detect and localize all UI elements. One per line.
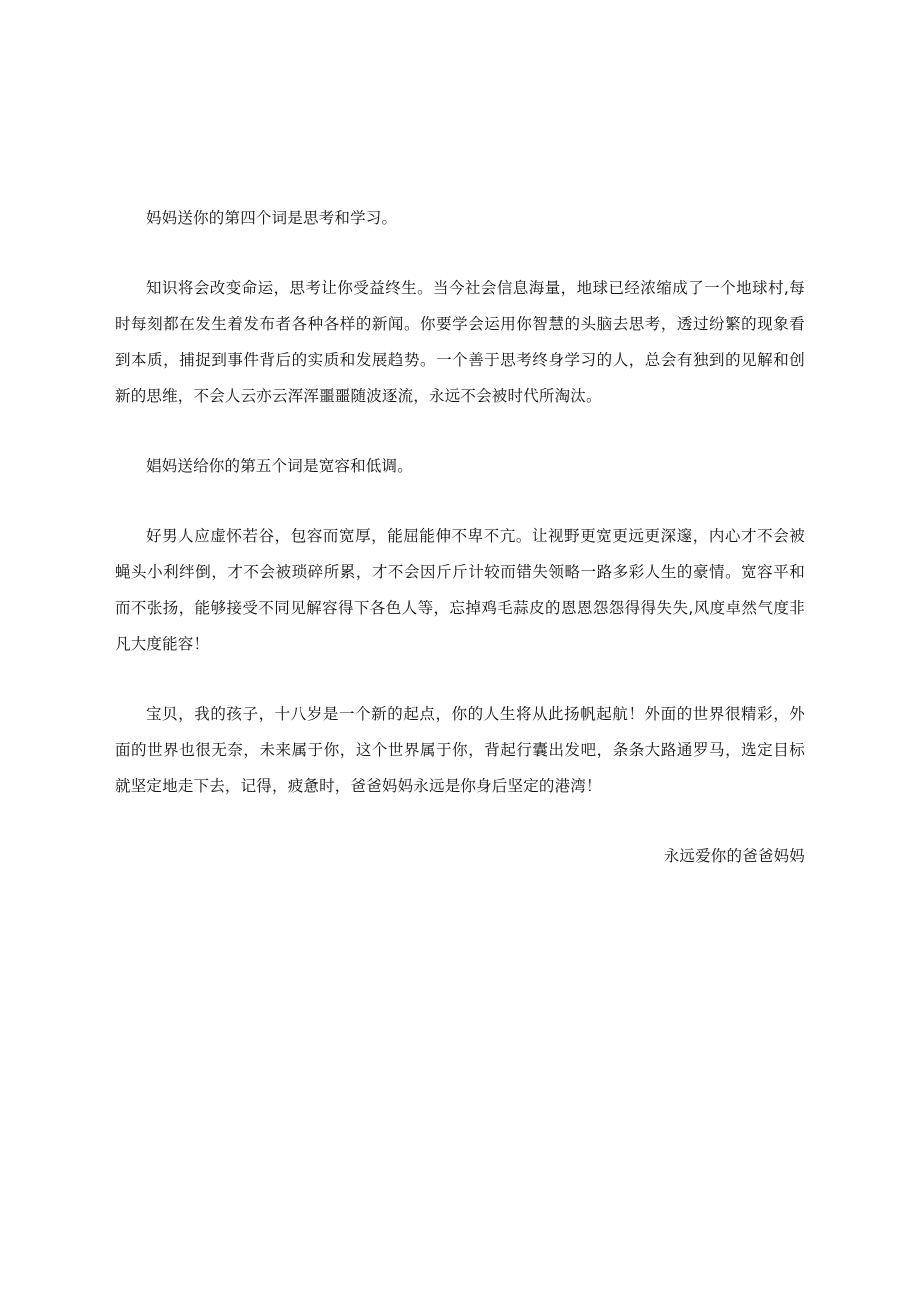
paragraph-fourth-word: 妈妈送你的第四个词是思考和学习。 <box>146 209 398 227</box>
letter-signature: 永远爱你的爸爸妈妈 <box>663 847 805 865</box>
paragraph-thinking-learning: 知识将会改变命运，思考让你受益终生。当今社会信息海量，地球已经浓缩成了一个地球村,每时每刻都在发生着发布者各种各样的新闻。你要学会运用你智慧的头脑去思考，透过纷繁的现象看到本质，捕捉到事件背后的实质和发展趋势。一个善于思考终身学习的人，总会有独到的见解和创新的思维，不会人云亦云浑浑噩噩随波逐流，永远不会被时代所淘汰。 <box>115 279 805 405</box>
paragraph-eighteen-years: 宝贝，我的孩子，十八岁是一个新的起点，你的人生将从此扬帆起航！外面的世界很精彩，外面的世界也很无奈，未来属于你，这个世界属于你，背起行囊出发吧，条条大路通罗马，选定目标就坚定地走下去，记得，疲惫时，爸爸妈妈永远是你身后坚定的港湾！ <box>115 705 805 795</box>
paragraph-fifth-word: 娼妈送给你的第五个词是宽容和低调。 <box>146 457 413 475</box>
letter-body <box>115 200 805 874</box>
paragraph-tolerance-modesty: 好男人应虚怀若谷，包容而宽厚，能屈能伸不卑不亢。让视野更宽更远更深邃，内心才不会被蝇头小利绊倒，才不会被琐碎所累，才不会因斤斤计较而错失领略一路多彩人生的豪情。宽容平和而不张扬，能够接受不同见解容得下各色人等，忘掉鸡毛蒜皮的恩恩怨怨得得失失,风度卓然气度非凡大度能容！ <box>115 527 805 653</box>
